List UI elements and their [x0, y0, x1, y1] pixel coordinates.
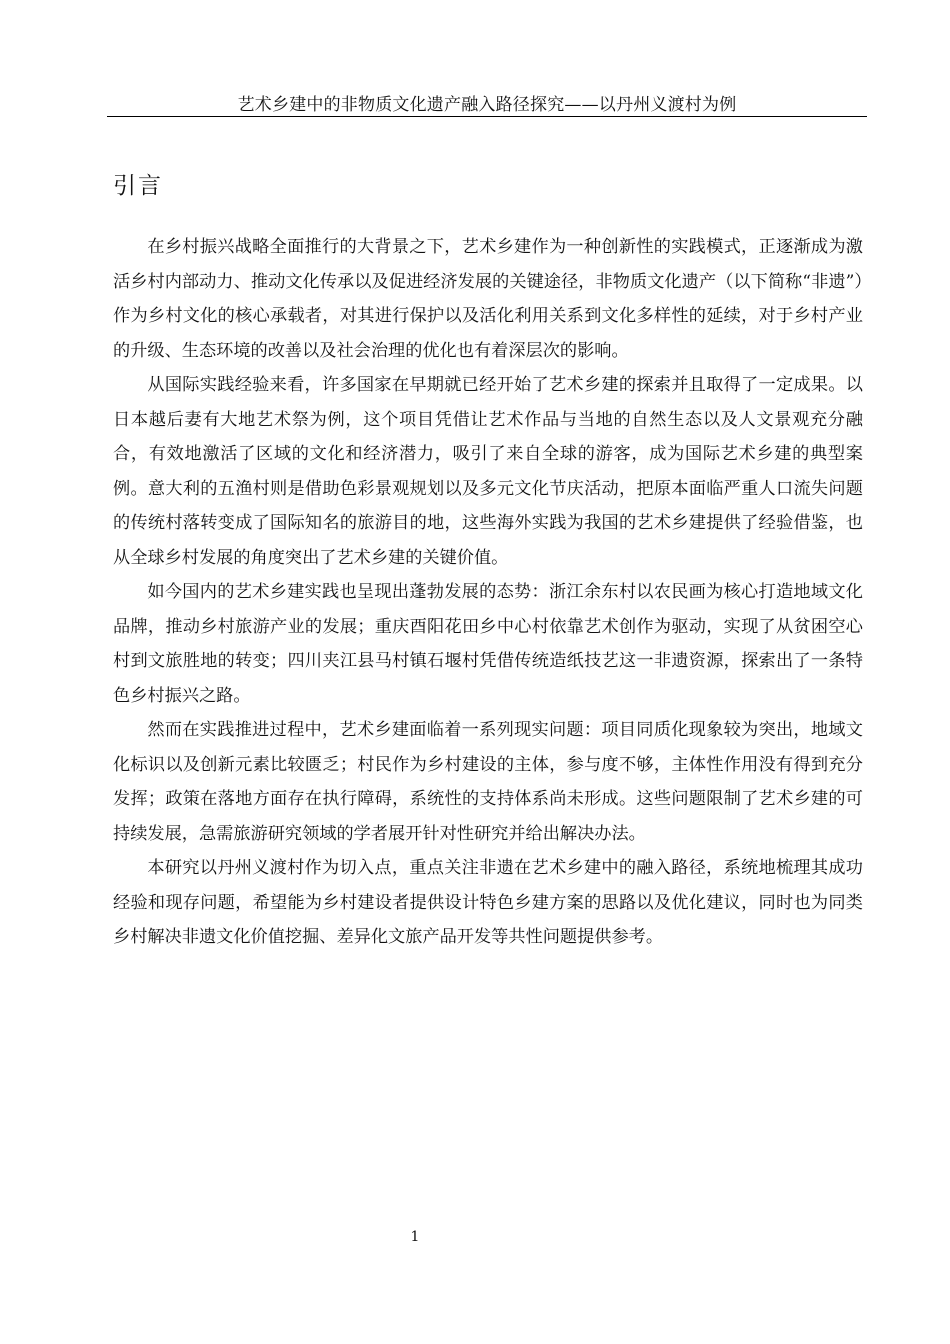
- paragraph: 在乡村振兴战略全面推行的大背景之下，艺术乡建作为一种创新性的实践模式，正逐渐成为激活乡村内部动力、推动文化传承以及促进经济发展的关键途径，非物质文化遗产（以下简称“非遗”）作为乡村文化的核心承载者，对其进行保护以及活化利用关系到文化多样性的延续，对于乡村产业的升级、生态环境的改善以及社会治理的优化也有着深层次的影响。: [113, 237, 863, 361]
- header-divider: [107, 116, 867, 117]
- paragraph: 本研究以丹州义渡村作为切入点，重点关注非遗在艺术乡建中的融入路径，系统地梳理其成功经验和现存问题，希望能为乡村建设者提供设计特色乡建方案的思路以及优化建议，同时也为同类乡村解决非遗文化价值挖掘、差异化文旅产品开发等共性问题提供参考。: [113, 858, 863, 947]
- page-number: 1: [410, 1229, 420, 1245]
- paragraph: 从国际实践经验来看，许多国家在早期就已经开始了艺术乡建的探索并且取得了一定成果。以日本越后妻有大地艺术祭为例，这个项目凭借让艺术作品与当地的自然生态以及人文景观充分融合，有效地激活了区域的文化和经济潜力，吸引了来自全球的游客，成为国际艺术乡建的典型案例。意大利的五渔村则是借助色彩景观规划以及多元文化节庆活动，把原本面临严重人口流失问题的传统村落转变成了国际知名的旅游目的地，这些海外实践为我国的艺术乡建提供了经验借鉴，也从全球乡村发展的角度突出了艺术乡建的关键价值。: [113, 375, 863, 568]
- section-title: 引言: [113, 173, 163, 199]
- body-text: [113, 230, 863, 955]
- paragraph: 如今国内的艺术乡建实践也呈现出蓬勃发展的态势：浙江余东村以农民画为核心打造地域文化品牌，推动乡村旅游产业的发展；重庆酉阳花田乡中心村依靠艺术创作为驱动，实现了从贫困空心村到文旅胜地的转变；四川夹江县马村镇石堰村凭借传统造纸技艺这一非遗资源，探索出了一条特色乡村振兴之路。: [113, 582, 863, 706]
- paragraph: 然而在实践推进过程中，艺术乡建面临着一系列现实问题：项目同质化现象较为突出，地域文化标识以及创新元素比较匮乏；村民作为乡村建设的主体，参与度不够，主体性作用没有得到充分发挥；政策在落地方面存在执行障碍，系统性的支持体系尚未形成。这些问题限制了艺术乡建的可持续发展，急需旅游研究领域的学者展开针对性研究并给出解决办法。: [113, 720, 863, 844]
- running-header-title: 艺术乡建中的非物质文化遗产融入路径探究——以丹州义渡村为例: [237, 95, 737, 115]
